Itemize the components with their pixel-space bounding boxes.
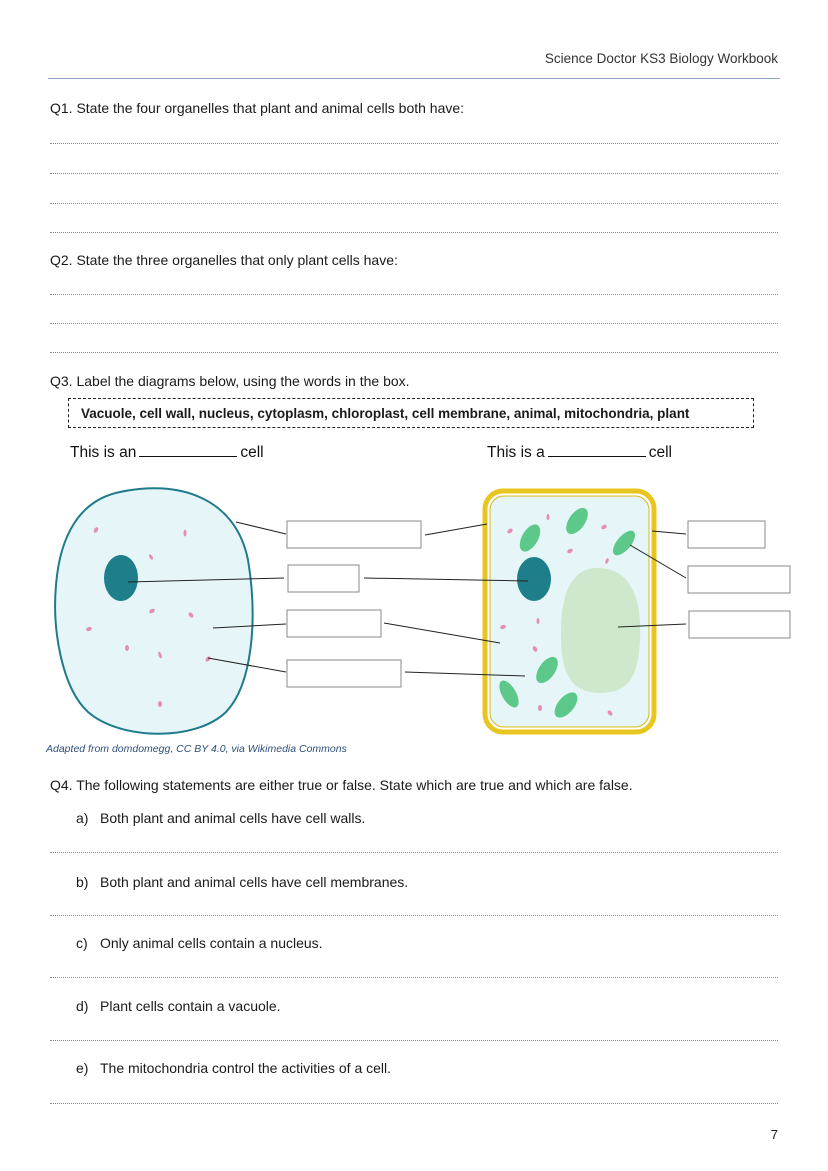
plant-label-box-1[interactable] [688,521,765,548]
statement-letter: b) [76,874,89,890]
plant-prompt-after: cell [648,444,672,461]
plant-mitochondrion [537,618,540,624]
statement-e [76,1060,391,1076]
q4e-answer-line[interactable] [50,1103,778,1104]
header-title: Science Doctor KS3 Biology Workbook [544,51,778,66]
pointer-line [236,522,286,534]
animal-nucleus [104,555,138,601]
animal-cell [55,488,421,734]
question-2: Q2. State the three organelles that only plant cells have: [50,252,398,268]
word-box-text: Vacuole, cell wall, nucleus, cytoplasm, chloroplast, cell membrane, animal, mitochondria, plant [81,405,690,421]
statement-text: Only animal cells contain a nucleus. [100,935,323,951]
animal-mitochondrion [184,530,187,537]
question-4: Q4. The following statements are either true or false. State which are true and which are false. [50,777,633,793]
statement-text: Plant cells contain a vacuole. [100,998,281,1014]
statement-letter: c) [76,935,88,951]
question-1: Q1. State the four organelles that plant and animal cells both have: [50,100,465,116]
statement-d [76,998,281,1014]
plant-nucleus [517,557,551,601]
statement-c [76,935,323,951]
page-number: 7 [770,1127,778,1142]
plant-mitochondrion [538,705,542,711]
pointer-line [425,524,487,535]
q4d-answer-line[interactable] [50,1040,778,1041]
statement-text: The mitochondria control the activities of a cell. [100,1060,392,1076]
animal-label-box-1[interactable] [287,521,421,548]
animal-prompt-before: This is an [70,444,137,461]
animal-mitochondrion [158,701,162,707]
q4b-answer-line[interactable] [50,915,778,916]
animal-label-box-2[interactable] [288,565,359,592]
plant-cell [364,491,790,732]
plant-prompt-before: This is a [487,444,545,461]
statement-a [76,810,365,826]
plant-label-box-2[interactable] [688,566,790,593]
statement-letter: e) [76,1060,89,1076]
pointer-line [652,531,686,534]
plant-mitochondrion [547,514,550,520]
q4c-answer-line[interactable] [50,977,778,978]
statement-letter: a) [76,810,89,826]
animal-label-box-4[interactable] [287,660,401,687]
plant-vacuole [561,568,640,693]
question-3: Q3. Label the diagrams below, using the words in the box. [50,373,410,389]
plant-label-box-3[interactable] [689,611,790,638]
animal-label-box-3[interactable] [287,610,381,637]
animal-prompt-after: cell [240,444,264,461]
statement-text: Both plant and animal cells have cell walls. [100,810,366,826]
statement-letter: d) [76,998,89,1014]
q4a-answer-line[interactable] [50,852,778,853]
animal-mitochondrion [125,645,129,651]
statement-b [76,874,408,890]
statement-text: Both plant and animal cells have cell membranes. [100,874,409,890]
image-credit: Adapted from domdomegg, CC BY 4.0, via Wikimedia Commons [46,743,347,755]
